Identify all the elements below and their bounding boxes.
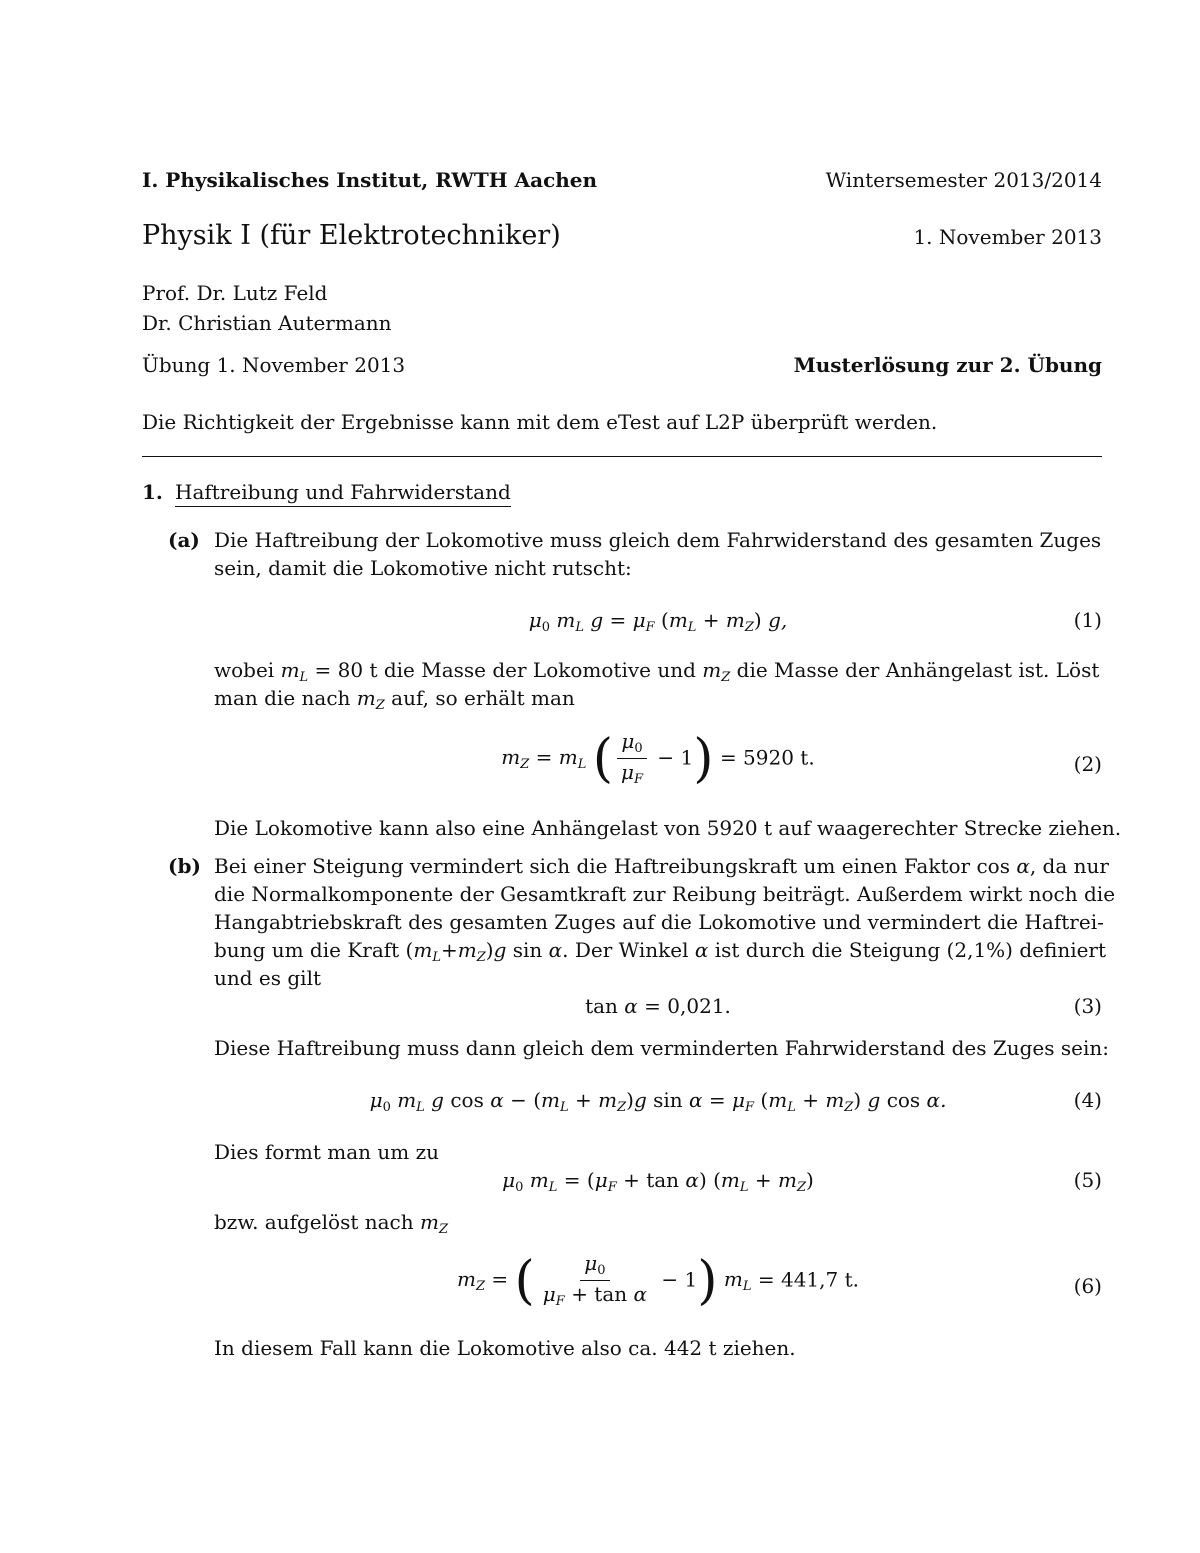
header-date: 1. November 2013: [913, 225, 1102, 249]
equation-2-number: (2): [1073, 752, 1102, 776]
problem-number: 1.: [142, 480, 163, 504]
equation-3-number: (3): [1073, 994, 1102, 1018]
part-a-intro-2: sein, damit die Lokomotive nicht rutscht:: [214, 556, 632, 580]
problem-title: Haftreibung und Fahrwiderstand: [175, 480, 511, 504]
equation-4: $\mu_0$ $m_L$ g $\cos \alpha - (m_L + m_Z)g$ $\sin \alpha = \mu_F$ $(m_L + m_Z)$ g cos α.: [369, 1088, 947, 1115]
divider: [142, 456, 1102, 457]
part-a-label: (a): [168, 528, 200, 552]
equation-4-number: (4): [1073, 1088, 1102, 1112]
part-b-line-4: bung um die Kraft $(m_L+m_Z)g$ sin α. Der Winkel α ist durch die Steigung (2,1%) definiert: [214, 938, 1107, 965]
equation-5: $\mu_0$ $m_L = (\mu_F + \tan \alpha) (m_L + m_Z)$: [502, 1168, 814, 1195]
part-b-line-1: Bei einer Steigung vermindert sich die Haftreibungskraft um einen Faktor cos α, da nur: [214, 854, 1109, 878]
solution-title: Musterlösung zur 2. Übung: [793, 353, 1102, 377]
equation-1-number: (1): [1073, 608, 1102, 632]
part-a-intro-1: Die Haftreibung der Lokomotive muss gleich dem Fahrwiderstand des gesamten Zuges: [214, 528, 1102, 552]
etest-note: Die Richtigkeit der Ergebnisse kann mit dem eTest auf L2P überprüft werden.: [142, 410, 938, 434]
part-b-line-5: und es gilt: [214, 966, 322, 990]
course-title: Physik I (für Elektrotechniker): [142, 220, 561, 251]
equation-3: tan α = 0,021.: [585, 994, 731, 1018]
part-a-text-3: man die nach $m_Z$ auf, so erhält man: [214, 686, 575, 713]
equation-6-number: (6): [1073, 1274, 1102, 1298]
professor-name: Prof. Dr. Lutz Feld: [142, 281, 328, 305]
part-a-conclusion: Die Lokomotive kann also eine Anhängelast von 5920 t auf waagerechter Strecke ziehen.: [214, 816, 1122, 840]
part-b-line-3: Hangabtriebskraft des gesamten Zuges auf die Lokomotive und vermindert die Haftrei-: [214, 910, 1104, 934]
equation-1: $\mu_0$ $m_L$ $g = \mu_F$ $(m_L + m_Z)$ g,: [528, 608, 788, 635]
equation-6-result: = 441,7 t.: [757, 1267, 859, 1292]
equation-5-number: (5): [1073, 1168, 1102, 1192]
part-a-text-2: wobei $m_L = 80$ t die Masse der Lokomotive und $m_Z$ die Masse der Anhängelast ist. Löst: [214, 658, 1100, 685]
part-b-line-2: die Normalkomponente der Gesamtkraft zur Reibung beiträgt. Außerdem wirkt noch die: [214, 882, 1116, 906]
equation-2: $m_Z = m_L$ ( $\frac{\mu_0}{\mu_F}$ − 1) = 5920 t.: [501, 728, 815, 789]
part-b-text-eq6: bzw. aufgelöst nach $m_Z$: [214, 1210, 449, 1237]
part-b-text-eq4: Diese Haftreibung muss dann gleich dem verminderten Fahrwiderstand des Zuges sein:: [214, 1036, 1109, 1060]
exercise-date: Übung 1. November 2013: [142, 353, 406, 377]
part-b-conclusion: In diesem Fall kann die Lokomotive also ca. 442 t ziehen.: [214, 1336, 796, 1360]
semester: Wintersemester 2013/2014: [825, 168, 1102, 192]
part-b-text-eq5: Dies formt man um zu: [214, 1140, 439, 1164]
part-b-label: (b): [168, 854, 201, 878]
equation-6: $m_Z$ = ( $\frac{\mu_0}{\mu_F + \tan \alpha}$ − 1) $m_L = 441,7$ t.: [457, 1250, 859, 1311]
assistant-name: Dr. Christian Autermann: [142, 311, 392, 335]
equation-2-result: = 5920 t.: [719, 745, 815, 770]
institute-name: I. Physikalisches Institut, RWTH Aachen: [142, 168, 598, 192]
